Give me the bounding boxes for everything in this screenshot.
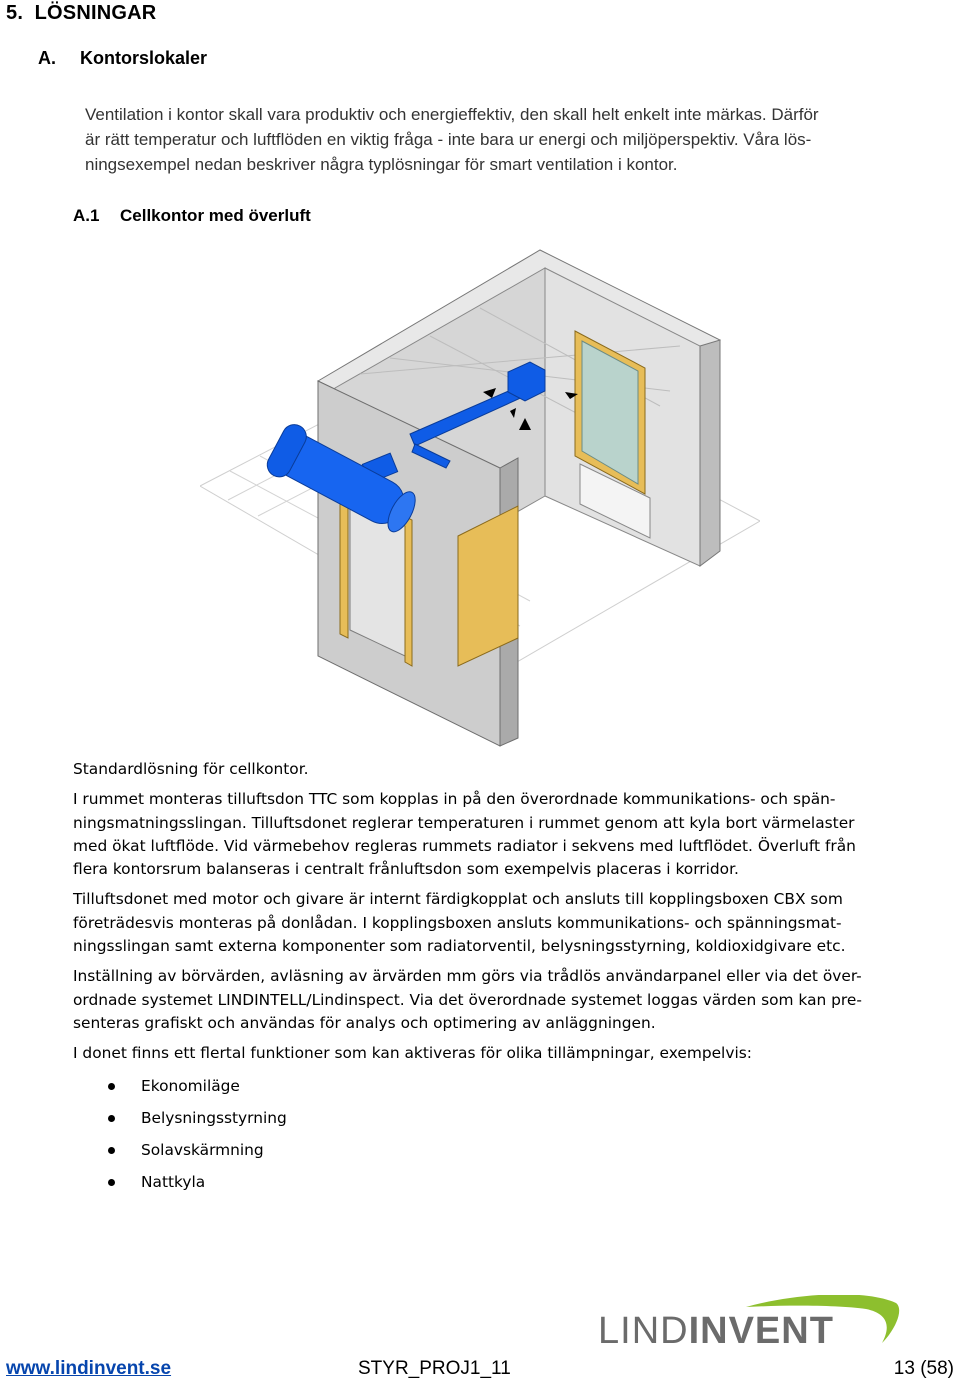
lindinvent-logo (596, 1295, 906, 1351)
section-heading (38, 48, 207, 69)
bullet-icon (108, 1179, 115, 1186)
paragraph-line: Standardlösning för cellkontor. (73, 760, 309, 778)
svg-text:LINDINVENT (598, 1310, 834, 1351)
paragraph (73, 965, 873, 1035)
paragraph (73, 788, 873, 881)
section-letter: A. (38, 48, 56, 68)
intro-line: ningsexempel nedan beskriver några typlösningar för smart ventilation i kontor. (85, 155, 678, 174)
logo-text-light: LIND (598, 1310, 689, 1351)
subsection-heading (73, 206, 311, 226)
paragraph-line: I donet finns ett flertal funktioner som kan aktiveras för olika tillämpningar, exempelvis: (73, 1044, 752, 1063)
chapter-heading (6, 2, 156, 25)
bullet-icon (108, 1115, 115, 1122)
footer-website-link[interactable]: www.lindinvent.se (6, 1358, 172, 1379)
paragraph-line: ningsmatningsslingan. Tilluftsdonet reglerar temperaturen i rummet genom att kyla bort värmelaster (73, 813, 855, 832)
right-wall-outer (700, 340, 720, 566)
paragraph (73, 888, 873, 958)
bullet-list (73, 1074, 287, 1202)
list-item-label: Ekonomiläge (141, 1077, 240, 1095)
footer-page-number: 13 (58) (893, 1358, 954, 1379)
subsection-title: Cellkontor med överluft (120, 206, 311, 225)
paragraph-line: Tilluftsdonet med motor och givare är internt färdigkopplat och ansluts till kopplingsboxen CBX som (73, 890, 843, 909)
list-item (73, 1106, 287, 1138)
chapter-title: LÖSNINGAR (34, 2, 157, 24)
office-room-3d-illustration (200, 246, 760, 756)
list-item-label: Nattkyla (141, 1173, 206, 1191)
intro-paragraph (85, 102, 885, 177)
list-item-label: Belysningsstyrning (141, 1109, 287, 1127)
logo-text-bold: INVENT (688, 1310, 834, 1351)
paragraph-line: med ökat luftflöde. Vid värmebehov regleras rummets radiator i sekvens med luftflödet. Överluft från (73, 836, 856, 855)
paragraph-line: flera kontorsrum balanseras i centralt frånluftsdon som exempelvis placeras i korridor. (73, 860, 739, 879)
paragraph-line: företrädesvis monteras på donlådan. I kopplingsboxen ansluts kommunikations- och spänningsmat- (73, 913, 842, 932)
paragraph-line: ningsslingan samt externa komponenter som radiatorventil, belysningsstyrning, koldioxidgivare etc. (73, 937, 846, 956)
paragraph-line: senteras grafiskt och användas för analys och optimering av anläggningen. (73, 1013, 656, 1032)
intro-line: Ventilation i kontor skall vara produktiv och energieffektiv, den skall helt enkelt inte märkas. Därför (85, 105, 819, 124)
paragraph (73, 1042, 873, 1065)
list-item-label: Solavskärmning (141, 1141, 264, 1159)
subsection-number: A.1 (73, 206, 100, 225)
paragraph-line: I rummet monteras tilluftsdon TTC som kopplas in på den överordnade kommunikations- och spän- (73, 790, 836, 809)
chapter-number: 5. (6, 2, 24, 24)
intro-line: är rätt temperatur och luftflöden en viktig fråga - inte bara ur energi och miljöperspektiv. Våra lös- (85, 130, 812, 149)
list-item (73, 1170, 287, 1202)
bullet-icon (108, 1083, 115, 1090)
list-item (73, 1138, 287, 1170)
paragraph-line: ordnade systemet LINDINTELL/Lindinspect. Via det överordnade systemet loggas värden som kan pre- (73, 990, 862, 1009)
bullet-icon (108, 1147, 115, 1154)
body-text (73, 758, 873, 1073)
section-title: Kontorslokaler (80, 48, 208, 68)
paragraph (73, 758, 873, 781)
footer-document-id: STYR_PROJ1_11 (358, 1358, 511, 1379)
paragraph-line: Inställning av börvärden, avläsning av ärvärden mm görs via trådlös användarpanel eller via det över- (73, 967, 862, 986)
list-item (73, 1074, 287, 1106)
